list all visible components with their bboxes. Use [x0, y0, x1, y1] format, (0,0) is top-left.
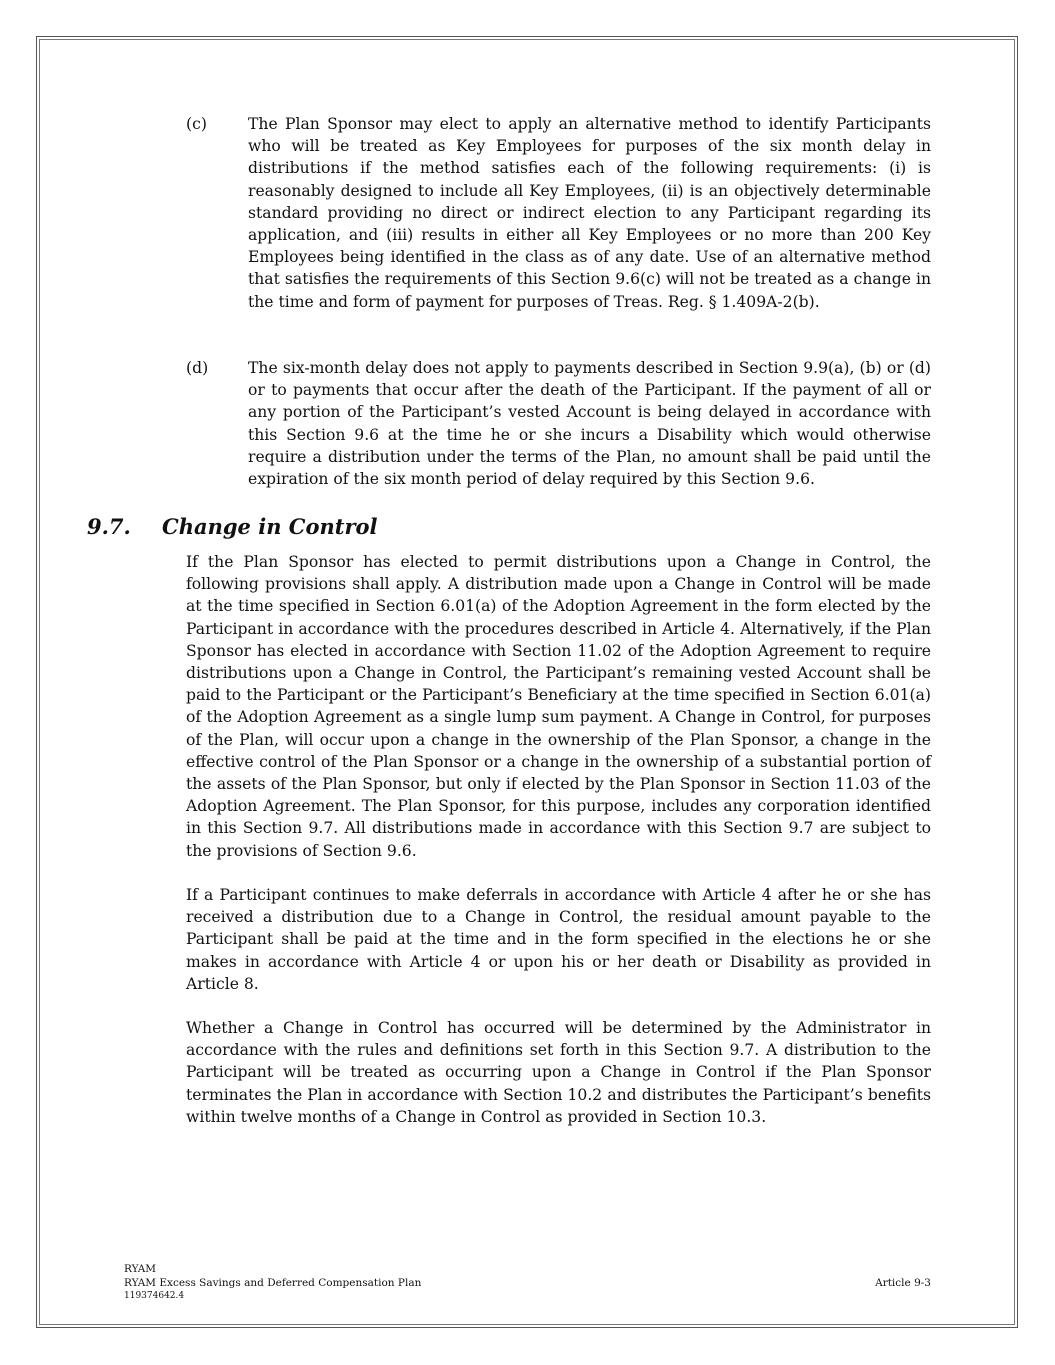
footer-company: RYAM [124, 1263, 157, 1275]
subsection-item-c [186, 113, 931, 313]
section-heading [87, 513, 378, 541]
section-paragraph-3: Whether a Change in Control has occurred will be determined by the Administrator in accordance with the rules and definitions set forth in this Section 9.7. A distribution to the Participant will be treated as occurring upon a Change in Control if the Plan Sponsor terminates the Plan in accordance with Section 10.2 and distributes the Participant’s benefits within twelve months of a Change in Control as provided in Section 10.3. [186, 1019, 931, 1126]
item-label: (d) [186, 359, 209, 377]
section-number: 9.7. [87, 514, 131, 539]
section-paragraph-1: If the Plan Sponsor has elected to permit distributions upon a Change in Control, the following provisions shall apply. A distribution made upon a Change in Control will be made at the time specified in Section 6.01(a) of the Adoption Agreement in the form elected by the Participant in accordance with the procedures described in Article 4. Alternatively, if the Plan Sponsor has elected in accordance with Section 11.02 of the Adoption Agreement to require distributions upon a Change in Control, the Participant’s remaining vested Account shall be paid to the Participant or the Participant’s Beneficiary at the time specified in Section 6.01(a) of the Adoption Agreement as a single lump sum payment. A Change in Control, for purposes of the Plan, will occur upon a change in the ownership of the Plan Sponsor, a change in the effective control of the Plan Sponsor or a change in the ownership of a substantial portion of the assets of the Plan Sponsor, but only if elected by the Plan Sponsor in Section 11.03 of the Adoption Agreement. The Plan Sponsor, for this purpose, includes any corporation identified in this Section 9.7. All distributions made in accordance with this Section 9.7 are subject to the provisions of Section 9.6. [186, 553, 931, 860]
item-text: The Plan Sponsor may elect to apply an alternative method to identify Participants who will be treated as Key Employees for purposes of the six month delay in distributions if the method satisfies each of the following requirements: (i) is reasonably designed to include all Key Employees, (ii) is an objectively determinable standard providing no direct or indirect election to any Participant regarding its application, and (iii) results in either all Key Employees or no more than 200 Key Employees being identified in the class as of any date. Use of an alternative method that satisfies the requirements of this Section 9.6(c) will not be treated as a change in the time and form of payment for purposes of Treas. Reg. § 1.409A-2(b). [248, 115, 931, 311]
section-paragraph-2: If a Participant continues to make deferrals in accordance with Article 4 after he or she has received a distribution due to a Change in Control, the residual amount payable to the Participant shall be paid at the time and in the form specified in the elections he or she makes in accordance with Article 4 or upon his or her death or Disability as provided in Article 8. [186, 886, 931, 993]
footer-plan-name: RYAM Excess Savings and Deferred Compensation Plan [124, 1276, 422, 1289]
footer-page-reference: Article 9-3 [875, 1276, 931, 1289]
footer-doc-id: 119374642.4 [124, 1291, 185, 1301]
item-text: The six-month delay does not apply to payments described in Section 9.9(a), (b) or (d) or to payments that occur after the death of the Participant. If the payment of all or any portion of the Participant’s vested Account is being delayed in accordance with this Section 9.6 at the time he or she incurs a Disability which would otherwise require a distribution under the terms of the Plan, no amount shall be paid until the expiration of the six month period of delay required by this Section 9.6. [248, 359, 931, 489]
page-footer [124, 1263, 931, 1304]
subsection-item-d [186, 357, 931, 490]
item-label: (c) [186, 115, 207, 133]
section-title: Change in Control [162, 514, 378, 539]
